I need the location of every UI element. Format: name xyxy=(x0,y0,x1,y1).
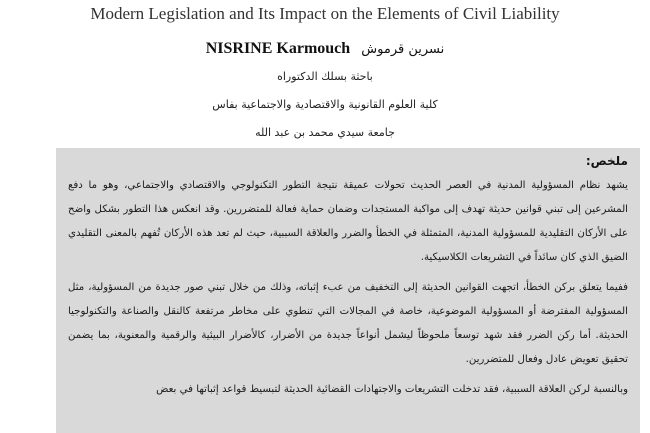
author-faculty: كلية العلوم القانونية والاقتصادية والاجتماعية بفاس xyxy=(212,98,438,111)
abstract-paragraph-1: يشهد نظام المسؤولية المدنية في العصر الحديث تحولات عميقة نتيجة التطور التكنولوجي والاقتصادي والاجتماعي، وهو ما دفع المشرعين إلى تبني قوانين حديثة تهدف إلى مواكبة المستجدات وضمان حماية فعالة للمتضررين. وقد انعكس هذا التطور بشكل واضح على الأركان التقليدية للمسؤولية المدنية، المتمثلة في الخطأ والضرر والعلاقة السببية، حيث لم تعد هذه الأركان تُفهم بالمعنى التقليدي الضيق الذي كان سائداً في التشريعات الكلاسيكية. xyxy=(68,180,628,263)
abstract-heading: ملخص: xyxy=(585,154,628,168)
abstract-box xyxy=(56,148,640,433)
author-name-latin: NISRINE Karmouch xyxy=(205,40,351,57)
author-line xyxy=(0,38,650,58)
abstract-paragraph-3: وبالنسبة لركن العلاقة السببية، فقد تدخلت التشريعات والاجتهادات القضائية الحديثة لتبسيط قواعد إثباتها في بعض xyxy=(156,384,628,395)
author-name-arabic: نسرين قرموش xyxy=(361,42,445,57)
author-university: جامعة سيدي محمد بن عبد الله xyxy=(255,126,395,139)
author-role: باحثة بسلك الدكتوراه xyxy=(277,70,373,83)
abstract-paragraph-2: ففيما يتعلق بركن الخطأ، اتجهت القوانين الحديثة إلى التخفيف من عبء إثباته، وذلك من خلال تبني صور جديدة من المسؤولية، مثل المسؤولية المفترضة أو المسؤولية الموضوعية، خاصة في المجالات التي تنطوي على مخاطر مرتفعة كالنقل والصناعة والتكنولوجيا الحديثة. أما ركن الضرر فقد شهد توسعاً ملحوظاً ليشمل أنواعاً جديدة من الأضرار، كالأضرار البيئية والرقمية والمعنوية، بما يضمن تحقيق تعويض عادل وفعال للمتضررين. xyxy=(68,282,628,365)
document-title: Modern Legislation and Its Impact on the Elements of Civil Liability xyxy=(90,4,560,23)
